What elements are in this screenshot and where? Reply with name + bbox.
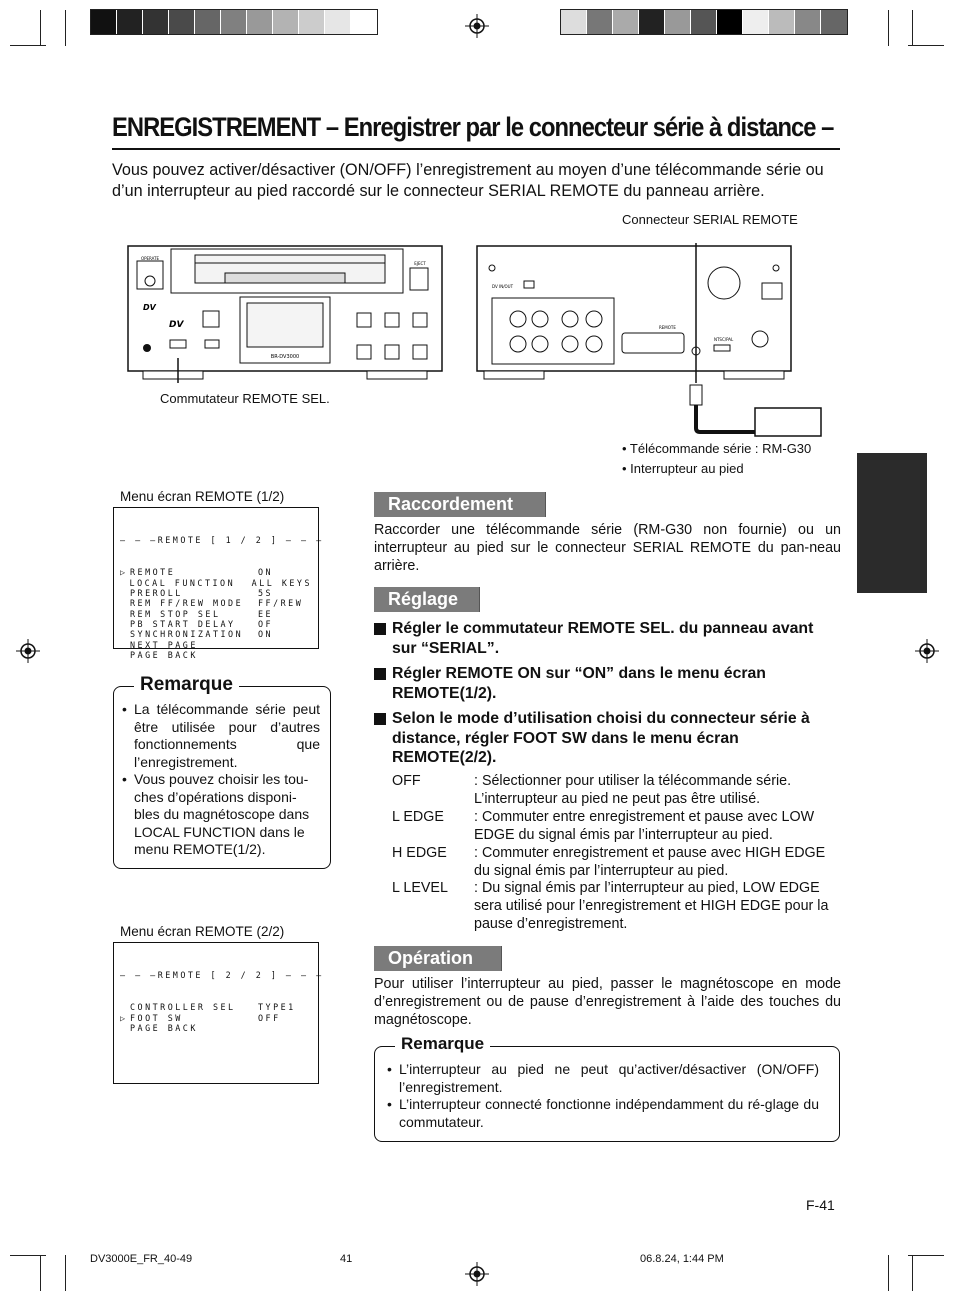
option-key: L LEVEL [392, 880, 448, 896]
reglage-step-2-text: Régler REMOTE ON sur “ON” dans le menu écran REMOTE(1/2). [392, 665, 766, 702]
crop-mark [40, 1255, 41, 1291]
remarque-left-title: Remarque [134, 674, 239, 696]
reglage-heading: Réglage [374, 587, 480, 612]
reglage-step-2 [374, 664, 842, 703]
step-bullet-icon [374, 713, 386, 725]
option-desc: : Du signal émis par l’interrupteur au pied, LOW EDGE sera utilisé pour l’enregistrement et HIGH EDGE pour la pause d’enregistrement. [474, 880, 829, 932]
option-key: L EDGE [392, 809, 444, 825]
menu-row-label: REM STOP SEL [130, 608, 221, 619]
remarque-left-item-1: • La télécommande série peut être utilisée pour d’autres fonctionnements que l’enregistrement. [122, 701, 320, 771]
device-list-item-2: • Interrupteur au pied [622, 461, 744, 476]
menu1-screen [113, 507, 324, 660]
option-desc: : Sélectionner pour utiliser la télécommande série. L’interrupteur au pied ne peut pas être utilisé. [474, 773, 792, 807]
menu-row-label: REM FF/REW MODE [130, 598, 244, 609]
menu-row-label: FOOT SW [130, 1012, 183, 1023]
crop-mark [40, 10, 41, 46]
operation-text: Pour utiliser l’interrupteur au pied, passer le magnétoscope en mode d’enregistrement ou de pause d’enregistrement à l’aide des touches du magnétoscope. [374, 976, 841, 1028]
option-l-edge [392, 809, 844, 845]
cursor-marker-icon [120, 619, 130, 629]
menu-row [120, 629, 312, 639]
cursor-marker-icon [120, 629, 130, 639]
menu-row-label: SYNCHRONIZATION [130, 629, 244, 640]
menu-row [120, 1002, 312, 1012]
crop-mark [908, 1255, 944, 1256]
dv-in-out-label: DV IN/OUT [492, 284, 514, 289]
page-number: F-41 [806, 1197, 835, 1213]
cable-diagram [680, 380, 830, 440]
crop-mark [888, 1255, 889, 1291]
menu-row-value: ON [258, 629, 274, 640]
remarque-left-list [122, 701, 320, 859]
remarque-left-box [113, 674, 331, 869]
menu-row-label: REMOTE [130, 567, 176, 578]
menu-row [120, 650, 312, 660]
option-key: OFF [392, 773, 421, 789]
menu-row-value: ALL KEYS [251, 577, 312, 588]
menu-row-value: EE [258, 608, 274, 619]
section-side-tab [857, 453, 927, 593]
crop-mark [912, 10, 913, 46]
menu-row-label: LOCAL FUNCTION [129, 577, 236, 588]
menu-row-label: NEXT PAGE [130, 639, 198, 650]
remarque-left-item-2: • Vous pouvez choisir les tou-ches d’opérations disponi-bles du magnétoscope dans LOCAL FUNCTION dans le menu REMOTE(1/2). [122, 771, 320, 859]
cursor-marker-icon [120, 609, 130, 619]
cursor-marker-icon [120, 578, 130, 588]
device-list-item-1: • Télécommande série : RM-G30 [622, 441, 812, 456]
reglage-step-3-text: Selon le mode d’utilisation choisi du connecteur série à distance, régler FOOT SW dans le menu écran REMOTE(2/2). [392, 710, 810, 766]
cursor-marker-icon [120, 1023, 130, 1033]
cursor-marker-icon [120, 598, 130, 608]
crop-mark [908, 45, 944, 46]
menu1-header: – – –REMOTE [ 1 / 2 ] – – – [120, 534, 324, 545]
cursor-marker-icon: ▷ [120, 567, 128, 578]
option-desc: : Commuter entre enregistrement et pause avec LOW EDGE du signal émis par l’interrupteur au pied. [474, 809, 815, 843]
color-bar-right [560, 9, 848, 35]
option-off [392, 773, 844, 809]
menu1-caption: Menu écran REMOTE (1/2) [120, 489, 285, 504]
title-rule [112, 148, 840, 150]
menu-row-value: OF [258, 618, 274, 629]
menu-row [120, 567, 312, 577]
menu-row-value: ON [258, 567, 274, 578]
model-label: BR-DV3000 [270, 354, 300, 360]
menu-row-label: CONTROLLER SEL [130, 1002, 236, 1013]
cursor-marker-icon [120, 650, 130, 660]
option-desc: : Commuter enregistrement et pause avec HIGH EDGE du signal émis par l’interrupteur au pied. [474, 845, 826, 879]
crop-mark [888, 10, 889, 46]
menu-row-label: PREROLL [130, 588, 183, 599]
page-title: ENREGISTREMENT – Enregistrer par le connecteur série à distance – [112, 112, 834, 142]
menu-row [120, 609, 312, 619]
step-bullet-icon [374, 668, 386, 680]
ntsc-pal-label: NTSC/PAL [714, 337, 734, 342]
menu-row-value: OFF [258, 1012, 281, 1023]
switch-label: Commutateur REMOTE SEL. [160, 391, 330, 406]
eject-label: EJECT [414, 261, 426, 266]
raccordement-heading: Raccordement [374, 492, 546, 517]
menu-row [120, 1023, 312, 1033]
operate-label: OPERATE [140, 256, 160, 261]
cursor-marker-icon [120, 588, 130, 598]
svg-text:DV: DV [169, 320, 184, 330]
crop-mark [10, 45, 46, 46]
raccordement-text: Raccorder une télécommande série (RM-G30 non fournie) ou un interrupteur au pied sur le connecteur SERIAL REMOTE du pan-neau arrière. [374, 522, 841, 574]
menu-row [120, 640, 312, 650]
registration-mark-icon [465, 1262, 489, 1286]
registration-mark-icon [465, 14, 489, 38]
remarque-right-item-2: • L’interrupteur connecté fonctionne indépendamment du ré-glage du commutateur. [387, 1096, 819, 1131]
step-bullet-icon [374, 623, 386, 635]
remarque-right-box [374, 1034, 840, 1142]
menu-row [120, 598, 312, 608]
cursor-marker-icon [120, 1002, 130, 1012]
remarque-right-title: Remarque [395, 1034, 490, 1054]
crop-mark [912, 1255, 913, 1291]
menu2-caption: Menu écran REMOTE (2/2) [120, 924, 285, 939]
remarque-right-list [387, 1061, 819, 1131]
footer-date: 06.8.24, 1:44 PM [640, 1253, 724, 1265]
menu-row-label: PAGE BACK [130, 1023, 198, 1034]
footer-file: DV3000E_FR_40-49 [90, 1253, 193, 1265]
menu2-header: – – –REMOTE [ 2 / 2 ] – – – [120, 969, 324, 980]
connector-label: Connecteur SERIAL REMOTE [622, 212, 798, 227]
cursor-marker-icon: ▷ [120, 1012, 128, 1023]
cursor-marker-icon [120, 640, 130, 650]
menu-row [120, 1013, 312, 1023]
menu-row [120, 619, 312, 629]
crop-mark [65, 10, 66, 46]
intro-text: Vous pouvez activer/désactiver (ON/OFF) l’enregistrement au moyen d’une télécommande série ou d’un interrupteur au pied raccordé sur le connecteur SERIAL REMOTE du panneau arrière. [112, 161, 824, 200]
registration-mark-icon [16, 639, 40, 663]
menu-row-value: 5S [258, 588, 274, 599]
option-h-edge [392, 845, 844, 881]
remarque-right-item-1: • L’interrupteur au pied ne peut qu’activer/désactiver (ON/OFF) l’enregistrement. [387, 1061, 819, 1096]
remote-connector-label: REMOTE [659, 325, 676, 330]
color-bar-left [90, 9, 378, 35]
reglage-step-3 [374, 709, 842, 768]
rear-panel-diagram [474, 243, 794, 383]
menu-row-label: PAGE BACK [130, 649, 198, 660]
menu2-screen [113, 942, 324, 1084]
menu-row [120, 578, 312, 588]
menu-row-label: PB START DELAY [130, 618, 236, 629]
reglage-step-1-text: Régler le commutateur REMOTE SEL. du panneau avant sur “SERIAL”. [392, 620, 814, 657]
menu2-rows [120, 1002, 312, 1033]
crop-mark [10, 1255, 46, 1256]
menu-row-value: TYPE1 [258, 1002, 296, 1013]
menu-row-value: FF/REW [258, 598, 304, 609]
footer-page: 41 [340, 1253, 353, 1265]
crop-mark [65, 1255, 66, 1291]
operation-heading: Opération [374, 946, 502, 971]
menu-row [120, 588, 312, 598]
registration-mark-icon [915, 639, 939, 663]
menu1-rows [120, 567, 312, 660]
svg-text:DV: DV [143, 303, 156, 312]
front-panel-diagram [125, 243, 445, 383]
option-key: H EDGE [392, 845, 447, 861]
option-l-level [392, 880, 844, 933]
reglage-step-1 [374, 619, 842, 658]
